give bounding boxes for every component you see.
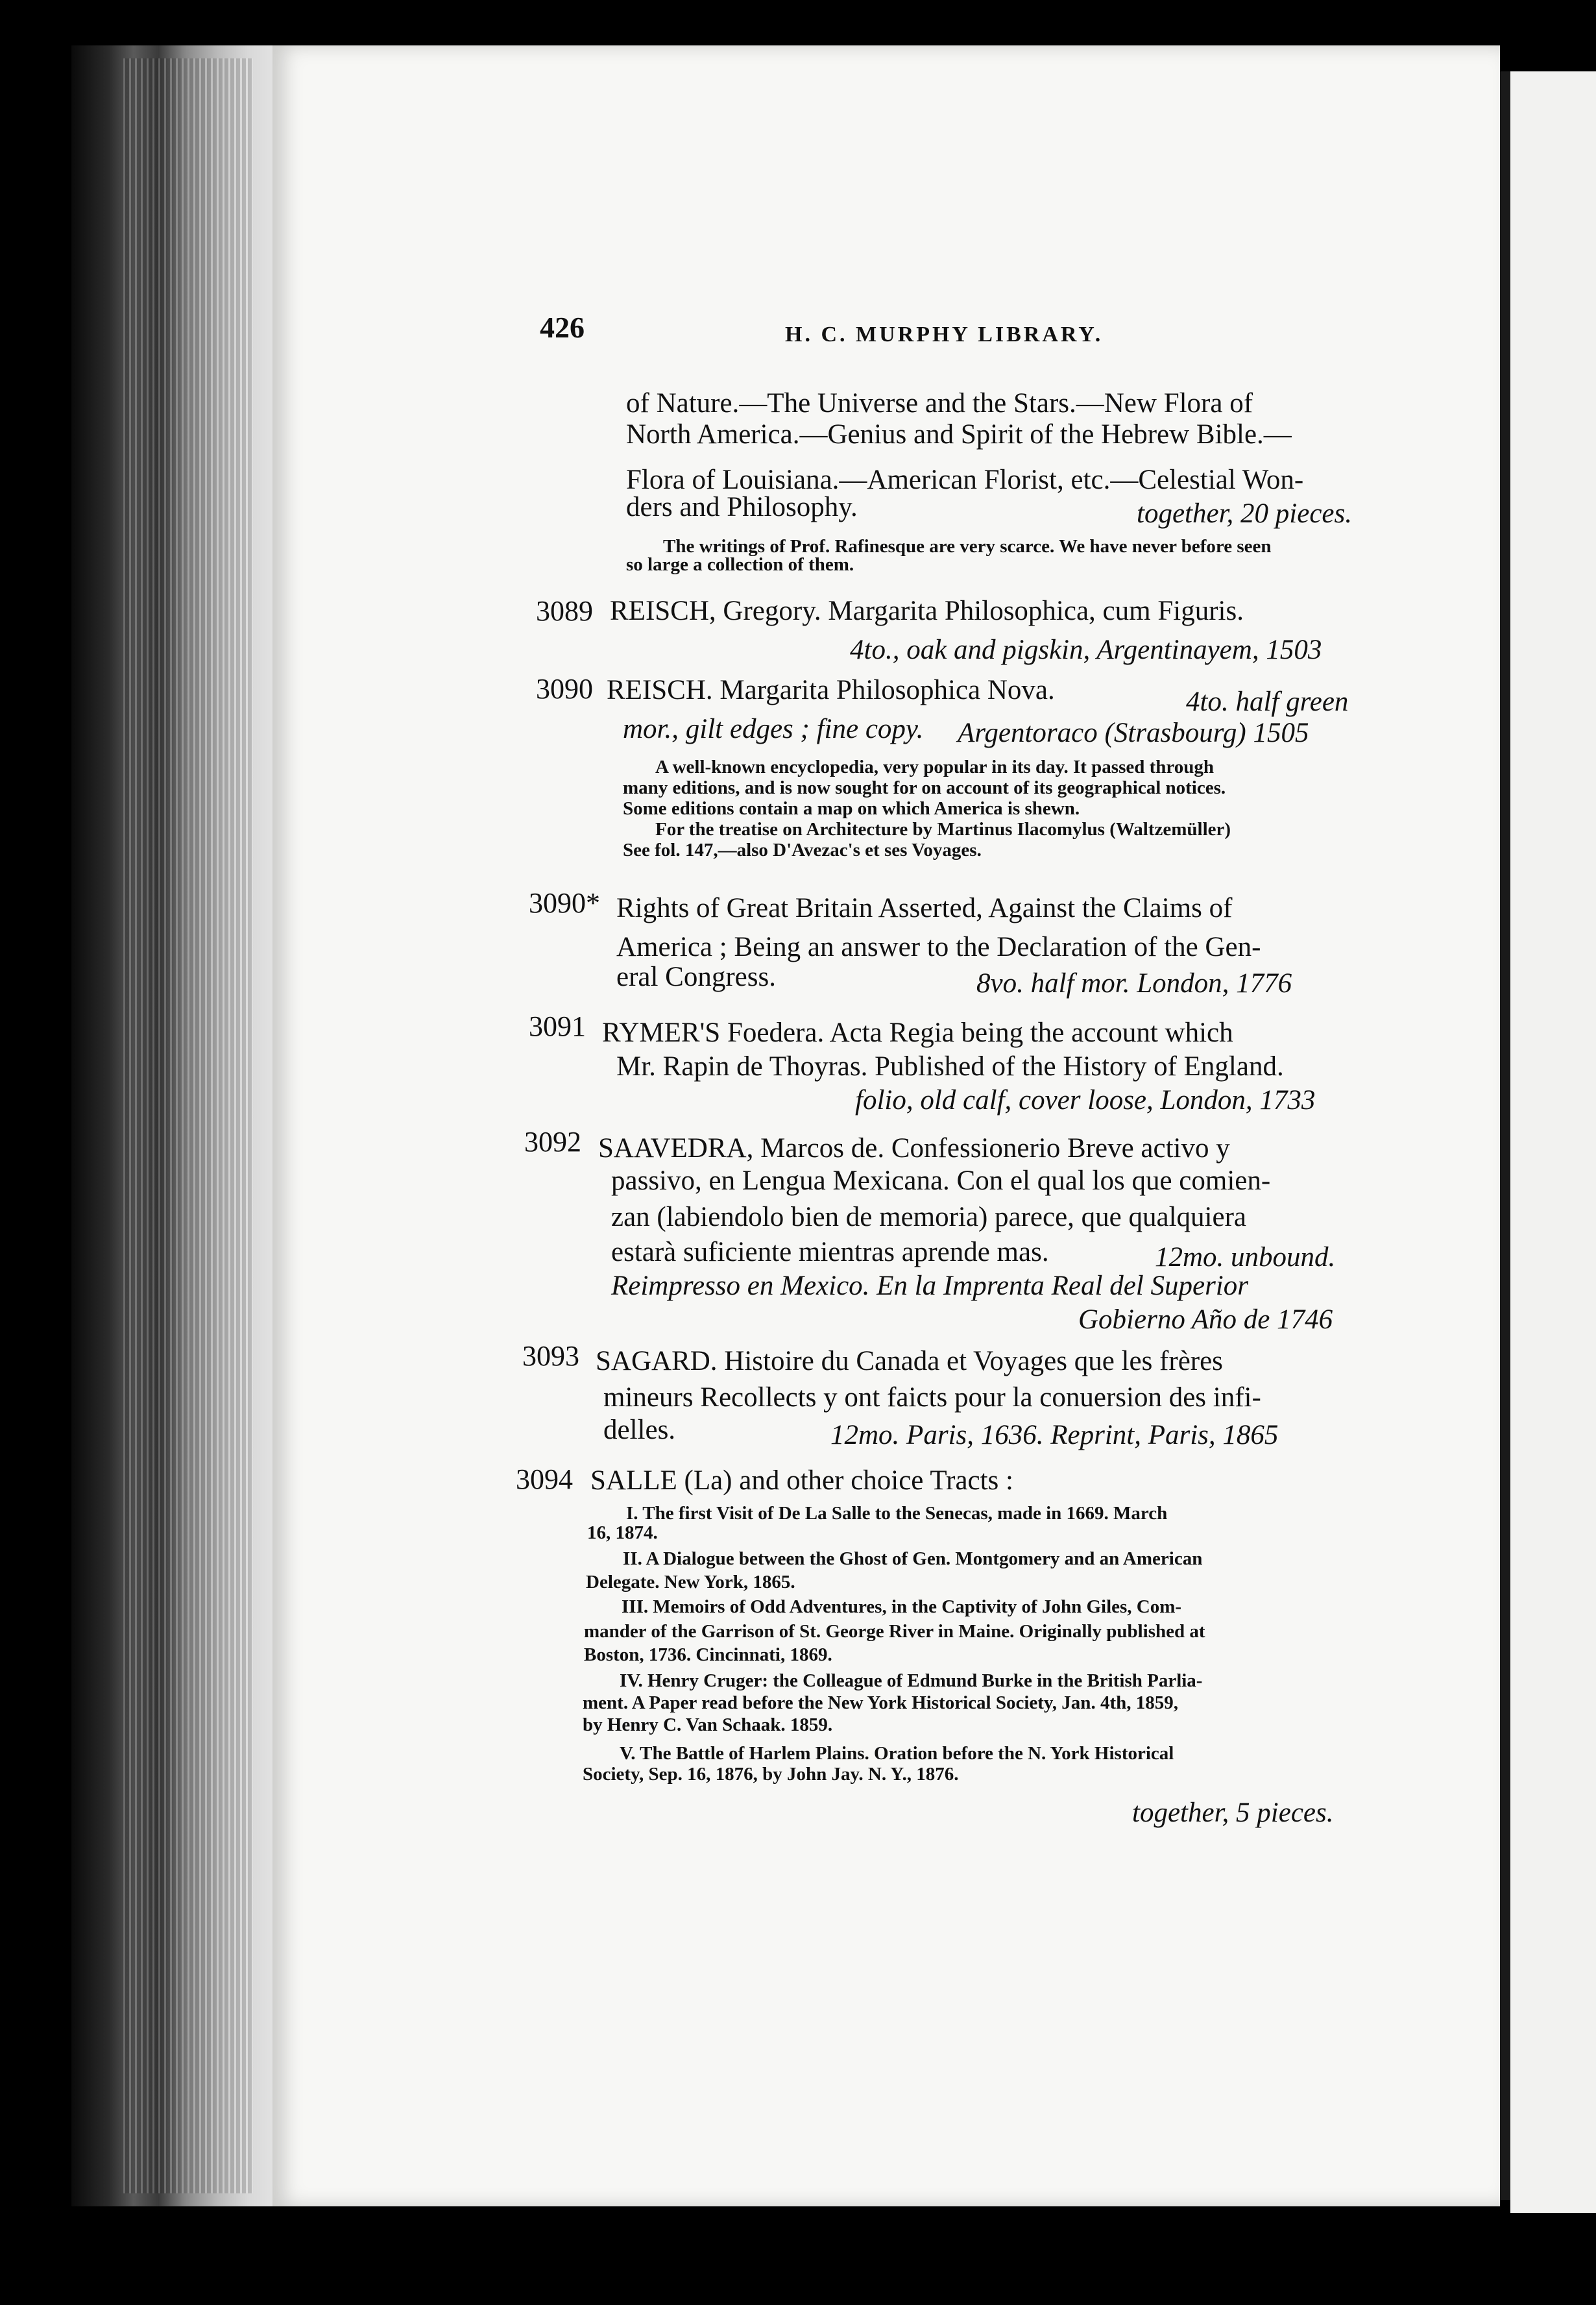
tract-item: V. The Battle of Harlem Plains. Oration before the N. York Historical	[620, 1743, 1174, 1764]
continuation-note-2: so large a collection of them.	[626, 554, 854, 575]
entry-line: SAGARD. Histoire du Canada et Voyages que les frères	[596, 1346, 1223, 1376]
lot-number: 3093	[522, 1340, 579, 1372]
running-header: H. C. MURPHY LIBRARY.	[785, 323, 1104, 347]
tract-item: Delegate. New York, 1865.	[586, 1572, 795, 1592]
facing-page	[1510, 71, 1596, 2213]
entry-line: RYMER'S Foedera. Acta Regia being the account which	[602, 1018, 1233, 1048]
continuation-line-4: ders and Philosophy.	[626, 492, 858, 522]
continuation-line-3: Flora of Louisiana.—American Florist, etc.—Celestial Won-	[626, 465, 1304, 495]
page-gutter	[1500, 71, 1510, 2200]
continuation-line-2: North America.—Genius and Spirit of the Hebrew Bible.—	[626, 419, 1292, 450]
page-number: 426	[540, 311, 585, 344]
entry-collation: together, 5 pieces.	[1132, 1798, 1334, 1828]
continuation-line-1: of Nature.—The Universe and the Stars.—New Flora of	[626, 388, 1253, 419]
entry-note: See fol. 147,—also D'Avezac's et ses Voyages.	[623, 840, 982, 860]
entry-line: mineurs Recollects y ont faicts pour la conuersion des infi-	[603, 1382, 1261, 1413]
entry-imprint: Reimpresso en Mexico. En la Imprenta Real del Superior	[611, 1271, 1248, 1301]
entry-line: Rights of Great Britain Asserted, Against the Claims of	[616, 893, 1233, 923]
entry-note: many editions, and is now sought for on account of its geographical notices.	[623, 777, 1226, 798]
entry-collation: 8vo. half mor. London, 1776	[976, 968, 1292, 999]
entry-line: passivo, en Lengua Mexicana. Con el qual los que comien-	[611, 1165, 1271, 1196]
entry-line: zan (labiendolo bien de memoria) parece, que qualquiera	[611, 1202, 1246, 1232]
continuation-note-1: The writings of Prof. Rafinesque are very scarce. We have never before seen	[663, 536, 1272, 557]
entry-line: REISCH, Gregory. Margarita Philosophica, cum Figuris.	[610, 596, 1244, 626]
tract-item: mander of the Garrison of St. George River in Maine. Originally published at	[584, 1621, 1205, 1642]
entry-line: eral Congress.	[616, 962, 776, 992]
entry-imprint: Gobierno Año de 1746	[1078, 1304, 1333, 1335]
entry-line: delles.	[603, 1415, 676, 1445]
entry-collation: 12mo. Paris, 1636. Reprint, Paris, 1865	[830, 1420, 1279, 1450]
tract-item: 16, 1874.	[587, 1522, 658, 1543]
entry-collation: 4to. half green	[1186, 687, 1349, 717]
entry-note: For the treatise on Architecture by Martinus Ilacomylus (Waltzemüller)	[655, 819, 1231, 840]
entry-collation: 12mo. unbound.	[1155, 1242, 1336, 1273]
entry-line: mor., gilt edges ; fine copy.	[623, 714, 924, 744]
lot-number: 3094	[516, 1463, 573, 1495]
lot-number: 3092	[524, 1126, 581, 1158]
tract-item: Boston, 1736. Cincinnati, 1869.	[584, 1644, 832, 1665]
entry-note: A well-known encyclopedia, very popular in its day. It passed through	[655, 757, 1215, 777]
entry-imprint: Argentoraco (Strasbourg) 1505	[958, 718, 1309, 748]
entry-line: estarà suficiente mientras aprende mas.	[611, 1237, 1049, 1267]
entry-collation: folio, old calf, cover loose, London, 1733	[855, 1085, 1316, 1116]
continuation-collation: together, 20 pieces.	[1137, 498, 1352, 529]
tract-item: II. A Dialogue between the Ghost of Gen. Montgomery and an American	[623, 1548, 1203, 1569]
tract-item: III. Memoirs of Odd Adventures, in the Captivity of John Giles, Com-	[622, 1596, 1182, 1617]
entry-line: America ; Being an answer to the Declaration of the Gen-	[616, 932, 1261, 962]
lot-number: 3090	[536, 673, 593, 705]
book-page	[272, 45, 1500, 2206]
tract-item: by Henry C. Van Schaak. 1859.	[583, 1714, 833, 1735]
tract-item: I. The first Visit of De La Salle to the Senecas, made in 1669. March	[626, 1503, 1168, 1524]
tract-item: IV. Henry Cruger: the Colleague of Edmund Burke in the British Parlia-	[620, 1670, 1203, 1691]
entry-note: Some editions contain a map on which America is shewn.	[623, 798, 1080, 819]
lot-number: 3090*	[529, 887, 600, 919]
tract-item: Society, Sep. 16, 1876, by John Jay. N. Y., 1876.	[583, 1764, 959, 1785]
entry-line: REISCH. Margarita Philosophica Nova.	[607, 675, 1055, 705]
lot-number: 3091	[529, 1010, 586, 1042]
page-edges	[123, 58, 253, 2193]
tract-item: ment. A Paper read before the New York Historical Society, Jan. 4th, 1859,	[583, 1692, 1178, 1713]
lot-number: 3089	[536, 595, 593, 627]
entry-line: SALLE (La) and other choice Tracts :	[590, 1465, 1013, 1496]
entry-collation: 4to., oak and pigskin, Argentinayem, 1503	[850, 635, 1322, 665]
entry-line: SAAVEDRA, Marcos de. Confessionerio Breve activo y	[598, 1133, 1230, 1164]
entry-line: Mr. Rapin de Thoyras. Published of the History of England.	[616, 1051, 1284, 1082]
